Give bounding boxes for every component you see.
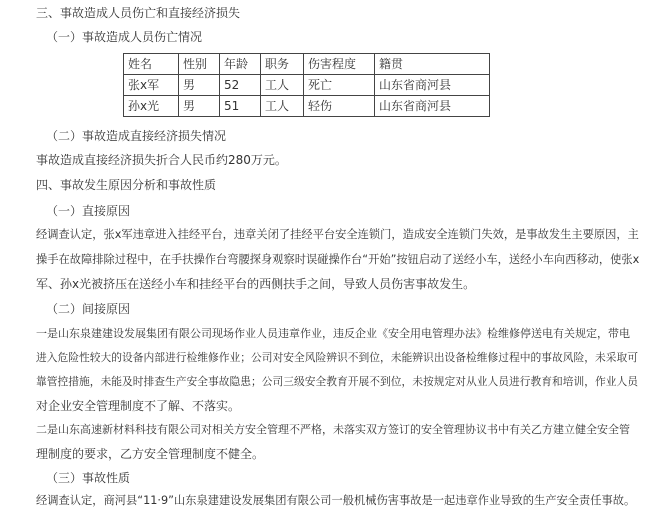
table-cell: 男 <box>179 75 220 96</box>
economic-loss-text: 事故造成直接经济损失折合人民币约280万元。 <box>36 153 287 167</box>
direct-cause-line: 军、孙x光被挤压在送经小车和挂经平台的西侧扶手之间，导致人员伤害事故发生。 <box>36 277 476 291</box>
indirect-cause-1-line: 进入危险性较大的设备内部进行检维修作业；公司对安全风险辨识不到位，未能辨识出设备检维修过程中的事故风险，未采取可 <box>36 351 639 364</box>
table-cell: 孙x光 <box>124 96 179 117</box>
header-cell: 伤害程度 <box>304 54 375 75</box>
table-cell: 51 <box>220 96 261 117</box>
indirect-cause-1-line: 对企业安全管理制度不了解、不落实。 <box>36 399 241 413</box>
indirect-cause-1-line: 一是山东泉建建设发展集团有限公司现场作业人员违章作业，违反企业《安全用电管理办法》检维修停送电有关规定，带电 <box>36 327 630 340</box>
table-header-row <box>124 54 490 75</box>
section-4-title: 四、事故发生原因分析和事故性质 <box>36 178 217 192</box>
table-cell: 死亡 <box>304 75 375 96</box>
table-cell: 张x军 <box>124 75 179 96</box>
table-cell: 山东省商河县 <box>375 75 490 96</box>
direct-cause-line: 经调查认定，张x军违章进入挂经平台，违章关闭了挂经平台安全连锁门，造成安全连锁门失效，是事故发生主要原因，主 <box>36 228 639 241</box>
indirect-cause-2-line: 理制度的要求，乙方安全管理制度不健全。 <box>36 447 265 461</box>
table-cell: 工人 <box>261 75 304 96</box>
header-cell: 职务 <box>261 54 304 75</box>
header-cell: 性别 <box>179 54 220 75</box>
section-4-2-title: （二）间接原因 <box>46 302 131 316</box>
table-row <box>124 75 490 96</box>
header-cell: 年龄 <box>220 54 261 75</box>
table-cell: 52 <box>220 75 261 96</box>
table-cell: 男 <box>179 96 220 117</box>
section-4-3-title: （三）事故性质 <box>46 471 131 485</box>
header-cell: 姓名 <box>124 54 179 75</box>
direct-cause-line: 操手在故障排除过程中，在手扶操作台弯腰探身观察时误碰操作台“开始”按钮启动了送经小车，送经小车向西移动，使张x <box>36 253 640 266</box>
section-3-title: 三、事故造成人员伤亡和直接经济损失 <box>36 6 241 20</box>
section-3-2-title: （二）事故造成直接经济损失情况 <box>46 129 227 143</box>
indirect-cause-1-line: 靠管控措施，未能及时排查生产安全事故隐患；公司三级安全教育开展不到位，未按规定对从业人员进行教育和培训，作业人员 <box>36 375 639 388</box>
section-4-1-title: （一）直接原因 <box>46 204 131 218</box>
table-cell: 山东省商河县 <box>375 96 490 117</box>
table-cell: 工人 <box>261 96 304 117</box>
accident-nature-text: 经调查认定，商河县“11·9”山东泉建建设发展集团有限公司一般机械伤害事故是一起违章作业导致的生产安全责任事故。 <box>36 494 636 507</box>
casualty-table <box>123 53 490 117</box>
table-cell: 轻伤 <box>304 96 375 117</box>
section-3-1-title: （一）事故造成人员伤亡情况 <box>46 30 203 44</box>
header-cell: 籍贯 <box>375 54 490 75</box>
table-row <box>124 96 490 117</box>
indirect-cause-2-line: 二是山东高速新材料科技有限公司对相关方安全管理不严格，未落实双方签订的安全管理协议书中有关乙方建立健全安全管 <box>36 423 630 436</box>
